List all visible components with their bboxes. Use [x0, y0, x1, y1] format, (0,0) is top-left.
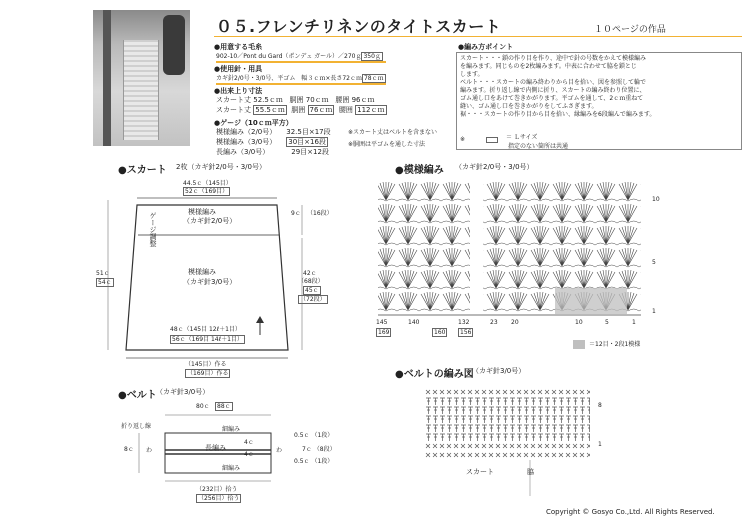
- belt-r2: 7ｃ （8段）: [302, 446, 336, 453]
- tools-heading: ●使用針・用具: [214, 65, 263, 73]
- product-photo: [93, 10, 190, 146]
- belt-fine-top: 細編み: [222, 426, 241, 433]
- belt-chart: [425, 388, 600, 498]
- pattern-x-label-l: 169: [378, 329, 390, 336]
- belt-wa-left: わ: [146, 447, 153, 454]
- pattern-x-label-l: 160: [434, 329, 446, 336]
- points-box: [456, 52, 742, 150]
- pattern-x-label-l: 156: [460, 329, 472, 336]
- belt-long-label: 長編み: [205, 444, 226, 452]
- points-line: スカート・・・鎖の作り目を作り、途中で針の号数をかえて模様編み: [460, 55, 647, 62]
- size-row-1: スカート丈 52.5ｃｍ 胴囲 70ｃｍ 腰囲 96ｃｍ: [216, 96, 375, 104]
- gauge-row-2: 模様編み（3/0号） 30目×16段: [216, 138, 326, 146]
- belt-wa-right: わ: [276, 447, 283, 454]
- legend-common: 指定のない箇所は共通: [508, 143, 569, 150]
- pattern-x-label: 23: [490, 319, 498, 326]
- belt-pick: （232目）拾う: [196, 486, 238, 493]
- belt-top-width-l: 88ｃ: [217, 403, 231, 410]
- pattern-x-label: 1: [632, 319, 636, 326]
- side-label: 脇: [527, 468, 534, 476]
- bottom-width-l: 56ｃ（169目 14ℓ＋1目）: [172, 336, 243, 343]
- total-height: 51ｃ: [96, 270, 110, 277]
- pattern-sub: （カギ針2/0号・3/0号）: [455, 163, 534, 171]
- upper-pattern-label: 模様編み: [188, 208, 216, 216]
- points-line: ベルト・・・スカートの編み終わりから目を拾い、図を参照して輪で: [460, 79, 647, 86]
- legend-l-size: ＝ Ｌサイズ: [506, 134, 538, 141]
- upper-rows: （16段）: [307, 210, 333, 217]
- fold-line-label: 折り返し線: [121, 423, 152, 430]
- pattern-row-5: 5: [652, 259, 656, 266]
- main-rows-l: （72段）: [300, 296, 326, 303]
- main-height-l: 45ｃ: [305, 287, 319, 294]
- main-rows: （68段）: [298, 278, 324, 285]
- points-line: 裾・・・スカートの作り目から目を拾い、縁編みを6段編んで編みます。: [460, 111, 656, 118]
- tools-line: カギ針2/0号・3/0号、平ゴム 幅３ｃｍ×長さ72ｃｍ 78ｃｍ: [216, 75, 386, 85]
- gauge-heading: ●ゲージ（10ｃｍ平方）: [214, 119, 293, 127]
- upper-height: 9ｃ: [291, 210, 301, 217]
- belt-side-height: 8ｃ: [124, 446, 134, 453]
- yarn-heading: ●用意する毛糸: [214, 43, 263, 51]
- gauge-row-1: 模様編み（2/0号） 32.5目×17段: [216, 128, 331, 136]
- belt-sub: （カギ針3/0号）: [156, 388, 210, 396]
- gauge-adjust-label: ゲージ調整: [149, 212, 157, 247]
- copyright: Copyright © Gosyo Co.,Ltd. All Rights Reserved.: [546, 508, 715, 516]
- page-title: ０５.フレンチリネンのタイトスカート: [216, 17, 502, 36]
- skirt-label: スカート: [466, 468, 494, 476]
- pattern-row-1: 1: [652, 308, 656, 315]
- upper-pattern-needle: （カギ針2/0号）: [183, 217, 237, 225]
- belt-heading: ●ベルト: [118, 390, 157, 401]
- gauge-note-2: ※胴囲は平ゴムを通した寸法: [348, 141, 426, 148]
- belt-chart-sub: （カギ針3/0号）: [472, 367, 526, 375]
- pattern-chart: [375, 180, 650, 320]
- belt-r3: 0.5ｃ （1段）: [294, 458, 334, 465]
- bottom-width: 48ｃ（145目 12ℓ＋1目）: [170, 326, 241, 333]
- belt-fine-bottom: 細編み: [222, 465, 241, 472]
- legend-note-mark: ※: [460, 136, 466, 143]
- title-rule: [214, 36, 742, 37]
- pattern-x-label: 145: [376, 319, 388, 326]
- skirt-top-width-l: 52ｃ（169目）: [185, 188, 229, 195]
- pattern-legend-swatch: [573, 340, 585, 349]
- points-line: を編みます。同じものを2枚編みます。中表に合わせて脇を鎖とじ: [460, 63, 637, 70]
- size-row-2: スカート丈 55.5ｃｍ 胴囲 76ｃｍ 腰囲 112ｃｍ: [216, 106, 385, 114]
- points-line: します。: [460, 71, 484, 78]
- total-height-l: 54ｃ: [98, 279, 112, 286]
- belt-pick-l: （256目）拾う: [198, 495, 240, 502]
- pattern-x-label: 20: [511, 319, 519, 326]
- size-heading: ●出来上り寸法: [214, 87, 263, 95]
- belt-r1: 0.5ｃ （1段）: [294, 432, 334, 439]
- chain-count-l: （169目）作る: [187, 370, 229, 377]
- gauge-row-3: 長編み（3/0号） 29目×12段: [216, 148, 329, 156]
- belt-half-bottom: 4ｃ: [244, 451, 254, 458]
- belt-top-width: 80ｃ: [196, 403, 210, 410]
- pattern-x-label: 10: [575, 319, 583, 326]
- chain-count: （145目）作る: [185, 361, 227, 368]
- yarn-line: 902-10／Pont du Gard（ポンデュ ガール）／270ｇ 350ｇ: [216, 53, 386, 63]
- pattern-row-10: 10: [652, 196, 660, 203]
- pattern-legend: ＝12目・2段1模様: [589, 341, 641, 348]
- pattern-heading: ●模様編み: [395, 165, 444, 176]
- belt-half-top: 4ｃ: [244, 439, 254, 446]
- page-reference: １０ページの作品: [594, 25, 666, 35]
- main-pattern-label: 模様編み: [188, 268, 216, 276]
- skirt-sub: 2枚（カギ針2/0号・3/0号）: [176, 163, 266, 171]
- main-height: 42ｃ: [303, 270, 317, 277]
- points-heading: ●編み方ポイント: [458, 43, 514, 51]
- belt-chart-row-8: 8: [598, 402, 602, 409]
- belt-chart-row-1: 1: [598, 441, 602, 448]
- legend-l-size-swatch: [486, 137, 498, 143]
- pattern-x-label: 140: [408, 319, 420, 326]
- belt-chart-heading: ●ベルトの編み図: [395, 369, 474, 380]
- points-line: ゴム通し口をあけて巻きかがります。平ゴムを通して、2ｃｍ重ねて: [460, 95, 644, 102]
- main-pattern-needle: （カギ針3/0号）: [183, 278, 237, 286]
- points-line: 編みます。折り返し線で内側に折り、スカートの編み終わり位置に、: [460, 87, 646, 94]
- skirt-top-width: 44.5ｃ（145目）: [183, 180, 232, 187]
- pattern-x-label: 5: [605, 319, 609, 326]
- gauge-note-1: ※スカート丈はベルトを含まない: [348, 129, 438, 136]
- points-line: 縫い、ゴム通し口を巻きかがりをしてふさぎます。: [460, 103, 598, 110]
- pattern-x-label: 132: [458, 319, 470, 326]
- skirt-heading: ●スカート: [118, 165, 167, 176]
